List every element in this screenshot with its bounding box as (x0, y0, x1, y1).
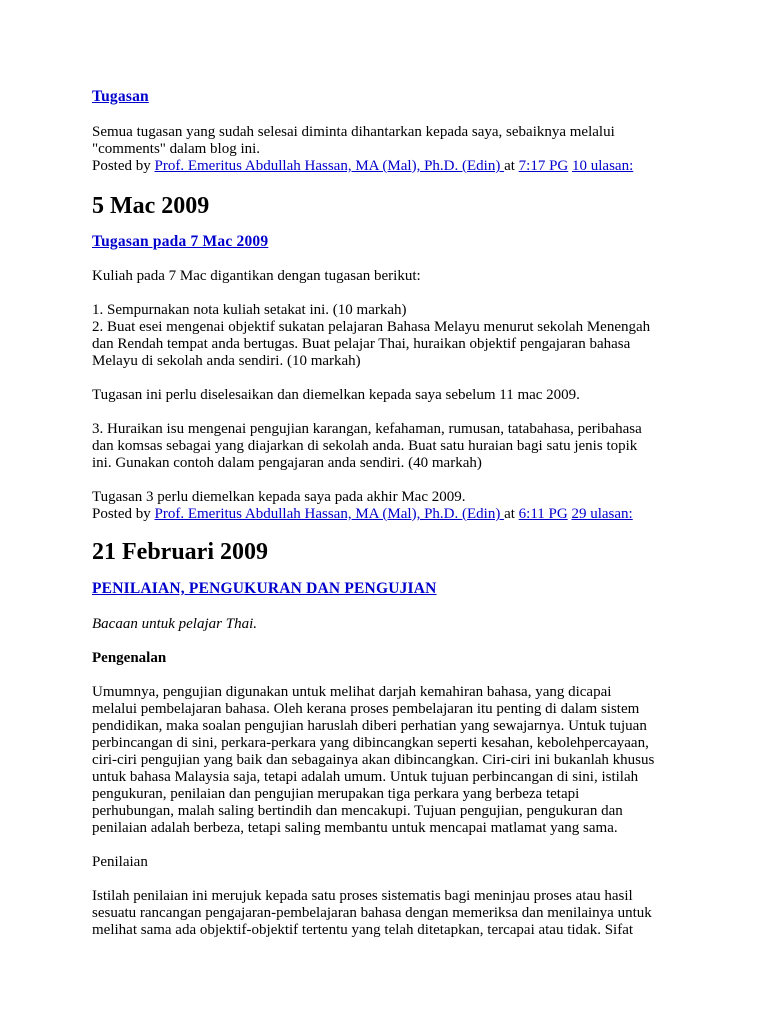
comments-link[interactable]: 10 ulasan: (572, 158, 634, 174)
body-line: untuk bahasa Malaysia saja, tetapi adalah umum. Untuk tujuan perbincangan di sini, istilah (92, 769, 639, 785)
post-title-tugasan-7-mac[interactable]: Tugasan pada 7 Mac 2009 (92, 233, 269, 250)
post-title-penilaian[interactable]: PENILAIAN, PENGUKURAN DAN PENGUJIAN (92, 580, 437, 597)
body-line: melalui pembelajaran bahasa. Oleh kerana proses pembelajaran itu penting di dalam sistem (92, 701, 640, 717)
body-line: Tugasan 3 perlu diemelkan kepada saya pada akhir Mac 2009. (92, 489, 466, 505)
body-line: Tugasan ini perlu diselesaikan dan diemelkan kepada saya sebelum 11 mac 2009. (92, 387, 580, 403)
post-tugasan (92, 88, 682, 106)
body-line: Semua tugasan yang sudah selesai diminta dihantarkan kepada saya, sebaiknya melalui (92, 124, 615, 140)
body-line: 1. Sempurnakan nota kuliah setakat ini. (10 markah) (92, 302, 407, 318)
date-header: 21 Februari 2009 (92, 539, 268, 565)
body-line: penilaian adalah berbeza, tetapi saling membantu untuk mencapai matlamat yang sama. (92, 820, 618, 836)
post-penilaian-body (92, 616, 682, 939)
post-tugasan-body (92, 124, 682, 175)
comments-link[interactable]: 29 ulasan: (571, 506, 633, 522)
body-line: dan komsas sebagai yang diajarkan di sekolah anda. Buat satu huraian bagi satu jenis topik (92, 438, 638, 454)
body-line: ciri-ciri pengujian yang baik dan sebagainya akan dibincangkan. Ciri-ciri ini bukanlah khusus (92, 752, 655, 768)
body-line: pengukuran, penilaian dan pengujian merupakan tiga perkara yang berbeza tetapi (92, 786, 580, 802)
post-footer: Posted by Prof. Emeritus Abdullah Hassan, MA (Mal), Ph.D. (Edin) at 7:17 PG 10 ulasan: (92, 158, 634, 174)
paragraph-pengenalan (92, 684, 682, 837)
body-line: Kuliah pada 7 Mac digantikan dengan tugasan berikut: (92, 268, 421, 284)
body-line: perbincangan di sini, perkara-perkara yang dibincangkan seperti kesahan, kebolehpercayaan, (92, 735, 649, 751)
author-link[interactable]: Prof. Emeritus Abdullah Hassan, MA (Mal), Ph.D. (Edin) (154, 506, 505, 522)
date-header-block (92, 192, 682, 220)
body-line: Melayu di sekolah anda sendiri. (10 markah) (92, 353, 361, 369)
post-tugasan-7-mac-body (92, 268, 682, 523)
date-header-block (92, 538, 682, 566)
body-line: "comments" dalam blog ini. (92, 141, 261, 157)
time-link[interactable]: 7:17 PG (518, 158, 569, 174)
body-line: sesuatu rancangan pengajaran-pembelajaran bahasa dengan memeriksa dan menilainya untuk (92, 905, 652, 921)
date-header: 5 Mac 2009 (92, 193, 210, 219)
time-link[interactable]: 6:11 PG (518, 506, 568, 522)
post-footer: Posted by Prof. Emeritus Abdullah Hassan, MA (Mal), Ph.D. (Edin) at 6:11 PG 29 ulasan: (92, 506, 633, 522)
section-heading: Penilaian (92, 854, 148, 870)
post-subtitle: Bacaan untuk pelajar Thai. (92, 616, 257, 632)
body-line: melihat sama ada objektif-objektif tertentu yang telah ditetapkan, tercapai atau tidak. Sifat (92, 922, 634, 938)
body-line: pendidikan, maka soalan pengujian haruslah diberi perhatian yang sewajarnya. Untuk tujuan (92, 718, 647, 734)
post-penilaian (92, 580, 682, 598)
body-line: 2. Buat esei mengenai objektif sukatan pelajaran Bahasa Melayu menurut sekolah Menengah (92, 319, 651, 335)
body-line: perhubungan, malah saling bertindih dan mencakupi. Tujuan pengujian, pengukuran dan (92, 803, 623, 819)
post-tugasan-7-mac (92, 233, 682, 251)
body-line: Istilah penilaian ini merujuk kepada satu proses sistematis bagi meninjau proses atau hasil (92, 888, 633, 904)
author-link[interactable]: Prof. Emeritus Abdullah Hassan, MA (Mal), Ph.D. (Edin) (154, 158, 505, 174)
body-line: 3. Huraikan isu mengenai pengujian karangan, kefahaman, rumusan, tatabahasa, peribahasa (92, 421, 642, 437)
body-line: dan Rendah tempat anda bertugas. Buat pelajar Thai, huraikan objektif pengajaran bahasa (92, 336, 631, 352)
section-heading: Pengenalan (92, 650, 167, 666)
post-title-tugasan[interactable]: Tugasan (92, 88, 149, 105)
paragraph-penilaian (92, 888, 682, 939)
body-line: ini. Gunakan contoh dalam pengajaran anda sendiri. (40 markah) (92, 455, 482, 471)
body-line: Umumnya, pengujian digunakan untuk melihat darjah kemahiran bahasa, yang dicapai (92, 684, 612, 700)
